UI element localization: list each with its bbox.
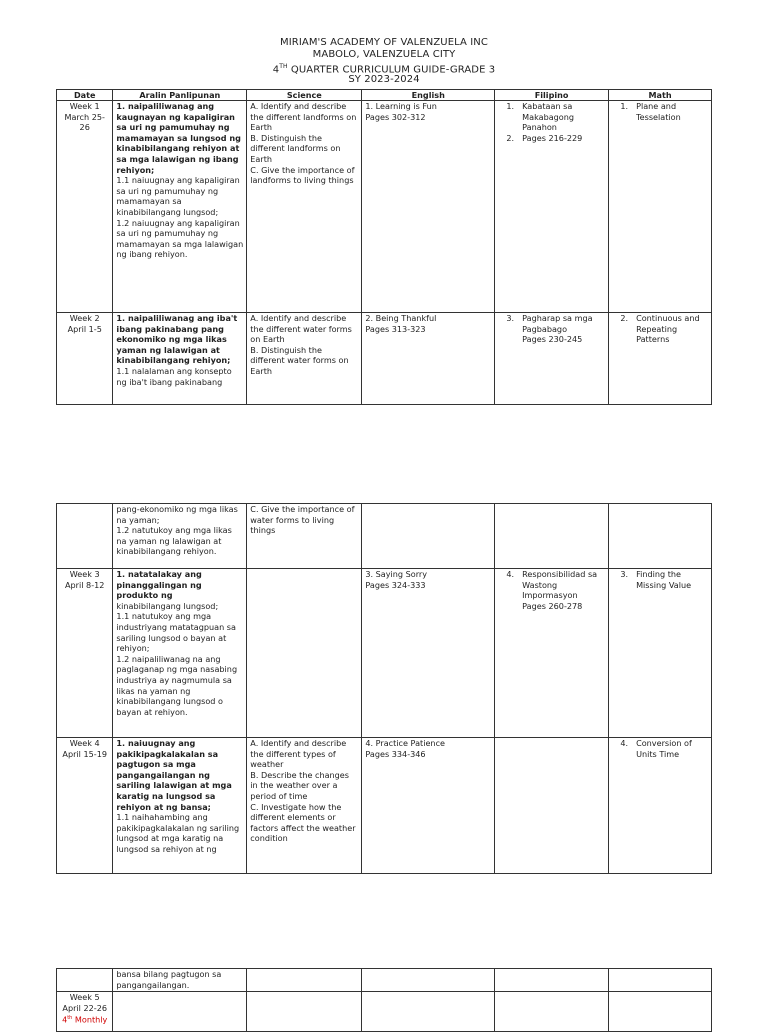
english-cell: 3. Saying Sorry Pages 324-333 — [362, 569, 495, 738]
col-header-ap: Aralin Panlipunan — [113, 90, 247, 101]
english-cell: 1. Learning is Fun Pages 302-312 — [362, 101, 495, 313]
curriculum-table-part-1 — [56, 89, 712, 405]
school-address: MABOLO, VALENZUELA CITY — [312, 49, 456, 60]
guide-title: 4TH QUARTER CURRICULUM GUIDE-GRADE 3 — [272, 63, 496, 76]
science-cell: A. Identify and describe the different water forms on Earth B. Distinguish the different water forms on Earth — [247, 313, 362, 405]
table-row-week5 — [57, 992, 712, 1032]
filipino-cell — [495, 504, 609, 569]
date-cell: Week 1 March 25-26 — [57, 101, 113, 313]
table-row-week4-cont — [57, 969, 712, 992]
math-cell: 1. Plane and Tesselation — [609, 101, 712, 313]
col-header-math: Math — [609, 90, 712, 101]
col-header-english: English — [362, 90, 495, 101]
table-row-week3 — [57, 569, 712, 738]
col-header-filipino: Filipino — [495, 90, 609, 101]
table-row-week1 — [57, 101, 712, 313]
science-cell: C. Give the importance of water forms to living things — [247, 504, 362, 569]
date-cell: Week 3 April 8-12 — [57, 569, 113, 738]
science-cell — [247, 569, 362, 738]
monthly-exam-label: 4th Monthly — [62, 1014, 108, 1025]
table-row-week2 — [57, 313, 712, 405]
math-cell: 3. Finding the Missing Value — [609, 569, 712, 738]
table-row-week4 — [57, 738, 712, 874]
ap-cell: pang-ekonomiko ng mga likas na yaman; 1.2 natutukoy ang mga likas na yaman ng lalawigan at kinabibilangang rehiyon. — [113, 504, 247, 569]
table-header-row — [57, 90, 712, 101]
english-cell: 2. Being Thankful Pages 313-323 — [362, 313, 495, 405]
english-cell — [362, 992, 495, 1032]
ap-cell: 1. naipaliliwanag ang kaugnayan ng kapaligiran sa uri ng pamumuhay ng mamamayan sa lungsod ng kinabibilangang rehiyon at sa mga lalawigan ng ibang rehiyon; 1.1 naiuugnay ang kapaligiran sa uri ng pamumuhay ng mamamayan sa kinabibilangang lungsod; 1.2 naiuugnay ang kapaligiran sa uri ng pamumuhay ng mamamayan sa mga lalawigan ng ibang rehiyon. — [113, 101, 247, 313]
ap-cell — [113, 992, 247, 1032]
english-cell — [362, 969, 495, 992]
date-cell: Week 4 April 15-19 — [57, 738, 113, 874]
school-year: SY 2023-2024 — [348, 74, 420, 85]
math-cell — [609, 969, 712, 992]
col-header-science: Science — [247, 90, 362, 101]
math-cell — [609, 504, 712, 569]
filipino-cell — [495, 992, 609, 1032]
ap-cell: 1. natatalakay ang pinanggalingan ng produkto ng kinabibilangang lungsod; 1.1 natutukoy ang mga industriyang matatagpuan sa sariling lungsod o bayan at rehiyon; 1.2 naipaliliwanag na ang paglaganap ng mga nasabing industriya ay nagmumula sa likas na yaman ng kinabibilangang lungsod o bayan at rehiyon. — [113, 569, 247, 738]
math-cell: 2. Continuous and Repeating Patterns — [609, 313, 712, 405]
ap-cell: 1. naiuugnay ang pakikipagkalakalan sa pagtugon sa mga pangangailangan ng sariling lalawigan at mga karatig na lungsod sa rehiyon at ng bansa; 1.1 naihahambing ang pakikipagkalakalan ng sariling lungsod at mga karatig na lungsod sa rehiyon at ng — [113, 738, 247, 874]
curriculum-table-part-3 — [56, 968, 712, 1032]
date-cell — [57, 504, 113, 569]
ap-cell: 1. naipaliliwanag ang iba't ibang pakinabang pang ekonomiko ng mga likas yaman ng lalawigan at kinabibilangang rehiyon; 1.1 nalalaman ang konsepto ng iba't ibang pakinabang — [113, 313, 247, 405]
science-cell: A. Identify and describe the different landforms on Earth B. Distinguish the different landforms on Earth C. Give the importance of landforms to living things — [247, 101, 362, 313]
curriculum-table-part-2 — [56, 503, 712, 874]
english-cell — [362, 504, 495, 569]
filipino-cell — [495, 738, 609, 874]
date-cell: Week 2 April 1-5 — [57, 313, 113, 405]
math-cell: 4. Conversion of Units Time — [609, 738, 712, 874]
ap-cell: bansa bilang pagtugon sa pangangailangan. — [113, 969, 247, 992]
date-cell — [57, 969, 113, 992]
filipino-cell: 1. Kabataan sa Makabagong Panahon 2. Pages 216-229 — [495, 101, 609, 313]
col-header-date: Date — [57, 90, 113, 101]
date-cell: Week 5 April 22-26 4th Monthly — [57, 992, 113, 1032]
filipino-cell: 4. Responsibilidad sa Wastong Impormasyon Pages 260-278 — [495, 569, 609, 738]
science-cell — [247, 992, 362, 1032]
english-cell: 4. Practice Patience Pages 334-346 — [362, 738, 495, 874]
filipino-cell — [495, 969, 609, 992]
table-row-week2-cont — [57, 504, 712, 569]
science-cell: A. Identify and describe the different types of weather B. Describe the changes in the weather over a period of time C. Investigate how the different elements or factors affect the weather condition — [247, 738, 362, 874]
science-cell — [247, 969, 362, 992]
filipino-cell: 3. Pagharap sa mga Pagbabago Pages 230-245 — [495, 313, 609, 405]
math-cell — [609, 992, 712, 1032]
school-name: MIRIAM'S ACADEMY OF VALENZUELA INC — [280, 37, 488, 48]
